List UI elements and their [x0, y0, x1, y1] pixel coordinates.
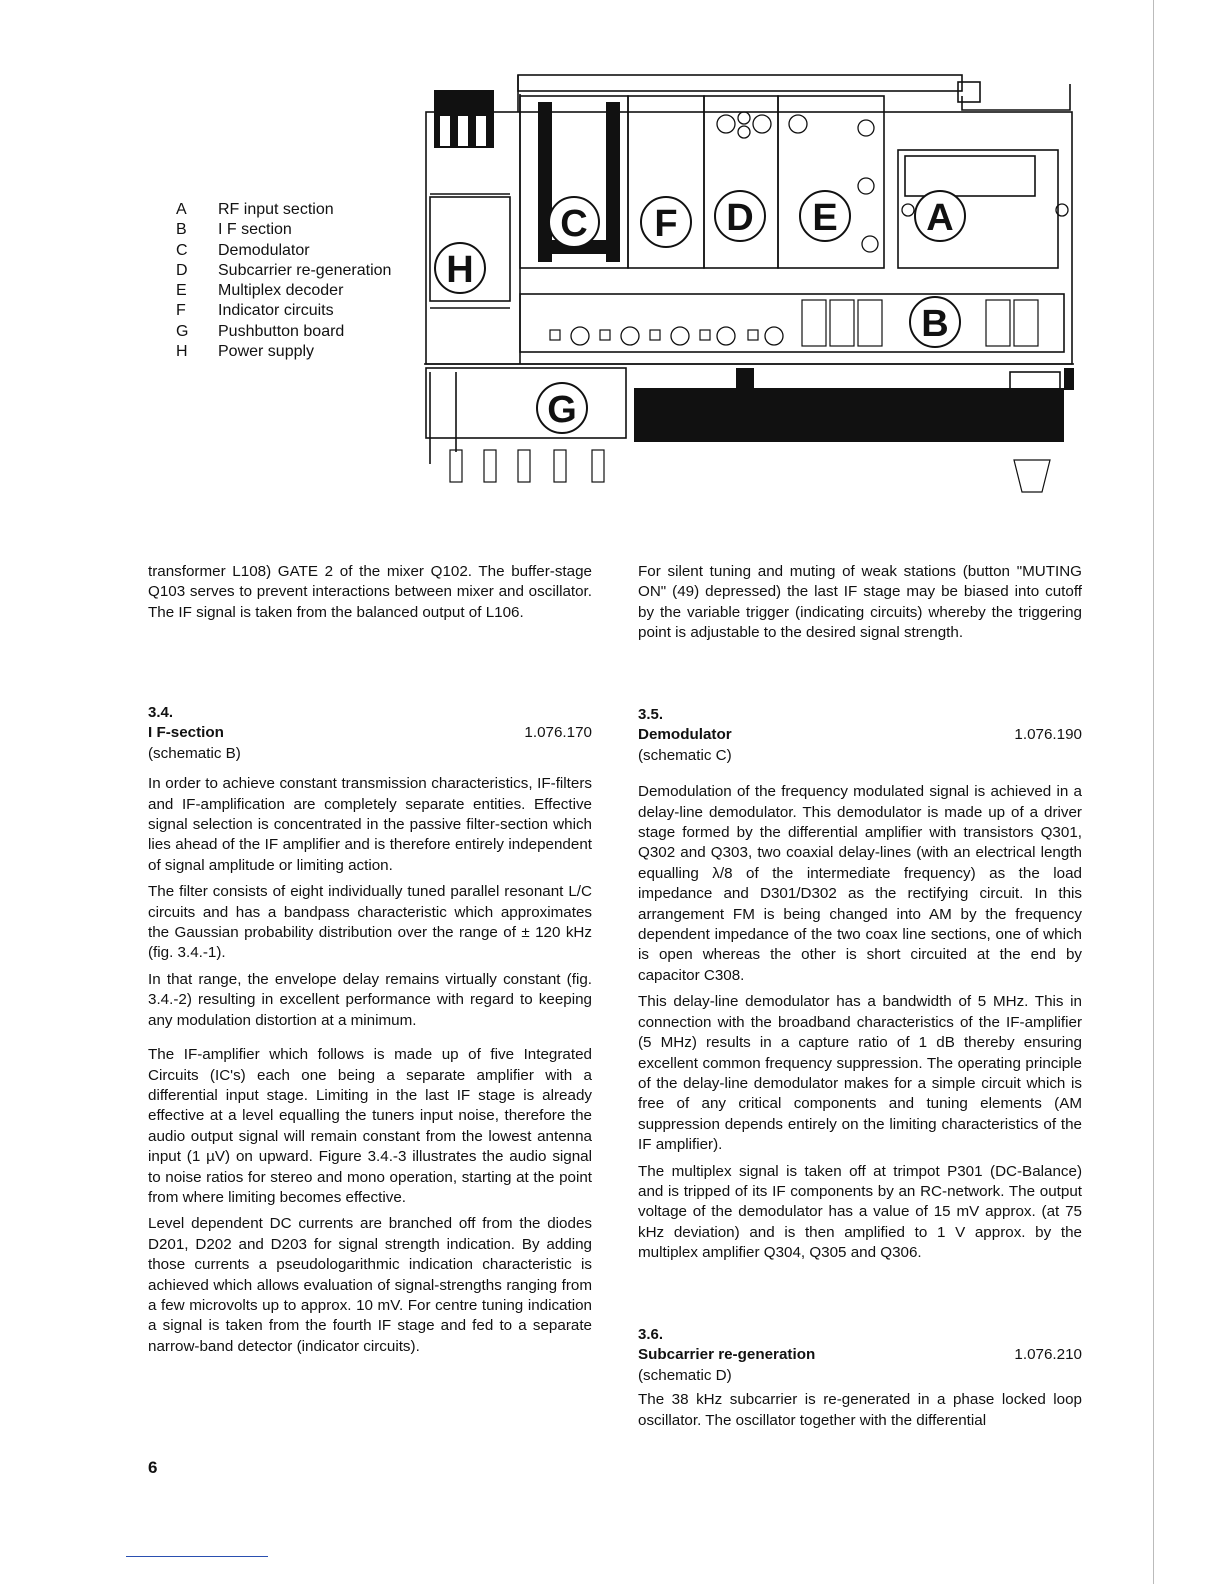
- section-number: 3.5.: [638, 706, 664, 723]
- schematic-ref: (schematic B): [148, 744, 241, 762]
- legend-label: Multiplex decoder: [218, 282, 344, 300]
- left-column: [148, 562, 592, 629]
- footer-rule: [126, 1556, 268, 1557]
- figure-label-b: B: [921, 303, 949, 345]
- legend-key: H: [176, 343, 188, 361]
- section-3-4: [148, 703, 592, 1363]
- section-number: 3.6.: [638, 1326, 664, 1343]
- legend-item: [176, 261, 391, 281]
- legend-key: D: [176, 261, 188, 279]
- section-number: 3.4.: [148, 704, 174, 721]
- figure-label-g: G: [547, 389, 577, 431]
- section-code: 1.076.170: [524, 724, 592, 742]
- paragraph: The filter consists of eight individually tuned parallel resonant L/C circuits and has a bandpass characteristic which approximates the Gaussian probability distribution over the range of ± 120 kHz (fig. 3.4.-1).: [148, 883, 592, 962]
- legend-label: I F section: [218, 221, 292, 239]
- chassis-layout-figure: [410, 72, 1090, 502]
- legend-label: Subcarrier re-generation: [218, 261, 392, 279]
- legend-item: [176, 241, 391, 261]
- section-heading: [638, 725, 1082, 745]
- legend-label: Demodulator: [218, 241, 310, 259]
- figure-label-d: D: [726, 197, 754, 239]
- legend-label: Pushbutton board: [218, 322, 345, 340]
- paragraph: Demodulation of the frequency modulated signal is achieved in a delay-line demodulator. This demodulator is made up of a driver stage formed by the differential amplifier with transistors Q301, Q302 and Q303, two coaxial delay-lines (with an electrical length equalling λ/8 of the intermediate frequency) as the load impedance and D301/D302 as the rectifying circuit. In this arrangement FM is being changed into AM by the frequency dependent impedance of the two coax line sections, one of which is open whereas the other is short circuited at the end by capacitor C308.: [638, 783, 1082, 984]
- legend-item: [176, 220, 391, 240]
- section-title: Demodulator: [638, 726, 732, 744]
- section-3-5: [638, 705, 1082, 1270]
- page-number: 6: [148, 1458, 158, 1477]
- paragraph: The 38 kHz subcarrier is re-generated in a phase locked loop oscillator. The oscillator together with the differential: [638, 1391, 1082, 1429]
- right-column: [638, 562, 1082, 650]
- legend-label: Power supply: [218, 343, 315, 361]
- section-heading: [638, 1345, 1082, 1365]
- paragraph: The IF-amplifier which follows is made up of five Integrated Circuits (IC's) each one being a separate amplifier with a differential input stage. Limiting in the last IF stage is already effective at a level equalling the tuners input noise, therefore the audio output signal will remain constant from the lowest antenna input (1 µV) on upward. Figure 3.4.-3 illustrates the audio signal to noise ratios for stereo and mono operation, starting at the point from where limiting becomes effective.: [148, 1046, 592, 1206]
- legend-item: [176, 200, 391, 220]
- section-heading: [148, 723, 592, 743]
- legend-key: E: [176, 282, 187, 300]
- legend-key: G: [176, 322, 189, 340]
- section-code: 1.076.190: [1014, 726, 1082, 744]
- figure-label-a: A: [926, 197, 954, 239]
- section-title: Subcarrier re-generation: [638, 1346, 816, 1364]
- legend-key: B: [176, 221, 187, 239]
- figure-label-h: H: [446, 249, 474, 291]
- paragraph: In order to achieve constant transmission characteristics, IF-filters and IF-amplification are completely separate entities. Effective signal selection is concentrated in the passive filter-section which lies ahead of the IF amplifier and is therefore entirely independent of signal amplitude or limiting action.: [148, 775, 592, 874]
- right-intro-paragraph: For silent tuning and muting of weak stations (button "MUTING ON" (49) depressed) the last IF stage may be biased into cutoff by the variable trigger (indicating circuits) whereby the triggering point is adjustable to the desired signal strength.: [638, 563, 1082, 642]
- figure-legend: [176, 200, 391, 362]
- figure-label-e: E: [812, 197, 838, 239]
- section-code: 1.076.210: [1014, 1346, 1082, 1364]
- legend-label: RF input section: [218, 201, 334, 218]
- legend-label: Indicator circuits: [218, 302, 334, 320]
- legend-item: [176, 281, 391, 301]
- paragraph: In that range, the envelope delay remains virtually constant (fig. 3.4.-2) resulting in excellent performance with regard to keeping any modulation distortion at a minimum.: [148, 970, 592, 1029]
- legend-key: F: [176, 302, 186, 320]
- section-3-6: [638, 1325, 1082, 1437]
- left-intro-paragraph: transformer L108) GATE 2 of the mixer Q102. The buffer-stage Q103 serves to prevent interactions between mixer and oscillator. The IF signal is taken from the balanced output of L106.: [148, 563, 592, 621]
- schematic-ref: (schematic D): [638, 1366, 732, 1384]
- legend-item: [176, 342, 391, 362]
- page-edge-line: [1153, 0, 1154, 1584]
- legend-item: [176, 322, 391, 342]
- paragraph: This delay-line demodulator has a bandwidth of 5 MHz. This in connection with the broadband characteristics of the IF-amplifier (5 MHz) results in a capture ratio of 1 dB thereby ensuring excellent common frequency suppression. The operating principle of the delay-line demodulator makes for a simple circuit which is free of any critical components and tuning elements (AM suppression depends entirely on the limiting characteristics of the IF amplifier).: [638, 993, 1082, 1154]
- schematic-ref: (schematic C): [638, 746, 732, 764]
- paragraph: The multiplex signal is taken off at trimpot P301 (DC-Balance) and is tripped of its IF components by an RC-network. The output voltage of the demodulator has a value of 15 mV approx. (at 75 kHz deviation) and is then amplified to 1 V approx. by the multiplex amplifier Q304, Q305 and Q306.: [638, 1162, 1082, 1262]
- legend-item: [176, 301, 391, 321]
- figure-label-f: F: [654, 203, 678, 245]
- section-title: I F-section: [148, 724, 224, 742]
- legend-key: A: [176, 201, 187, 218]
- legend-key: C: [176, 241, 188, 259]
- figure-label-c: C: [560, 203, 588, 245]
- paragraph: Level dependent DC currents are branched off from the diodes D201, D202 and D203 for signal strength indication. By adding those currents a pseudologarithmic indication characteristic is achieved which allows evaluation of signal-strengths ranging from a few microvolts up to approx. 10 mV. For centre tuning indication a signal is taken from the fourth IF stage and fed to a separate narrow-band detector (indicator circuits).: [148, 1215, 592, 1355]
